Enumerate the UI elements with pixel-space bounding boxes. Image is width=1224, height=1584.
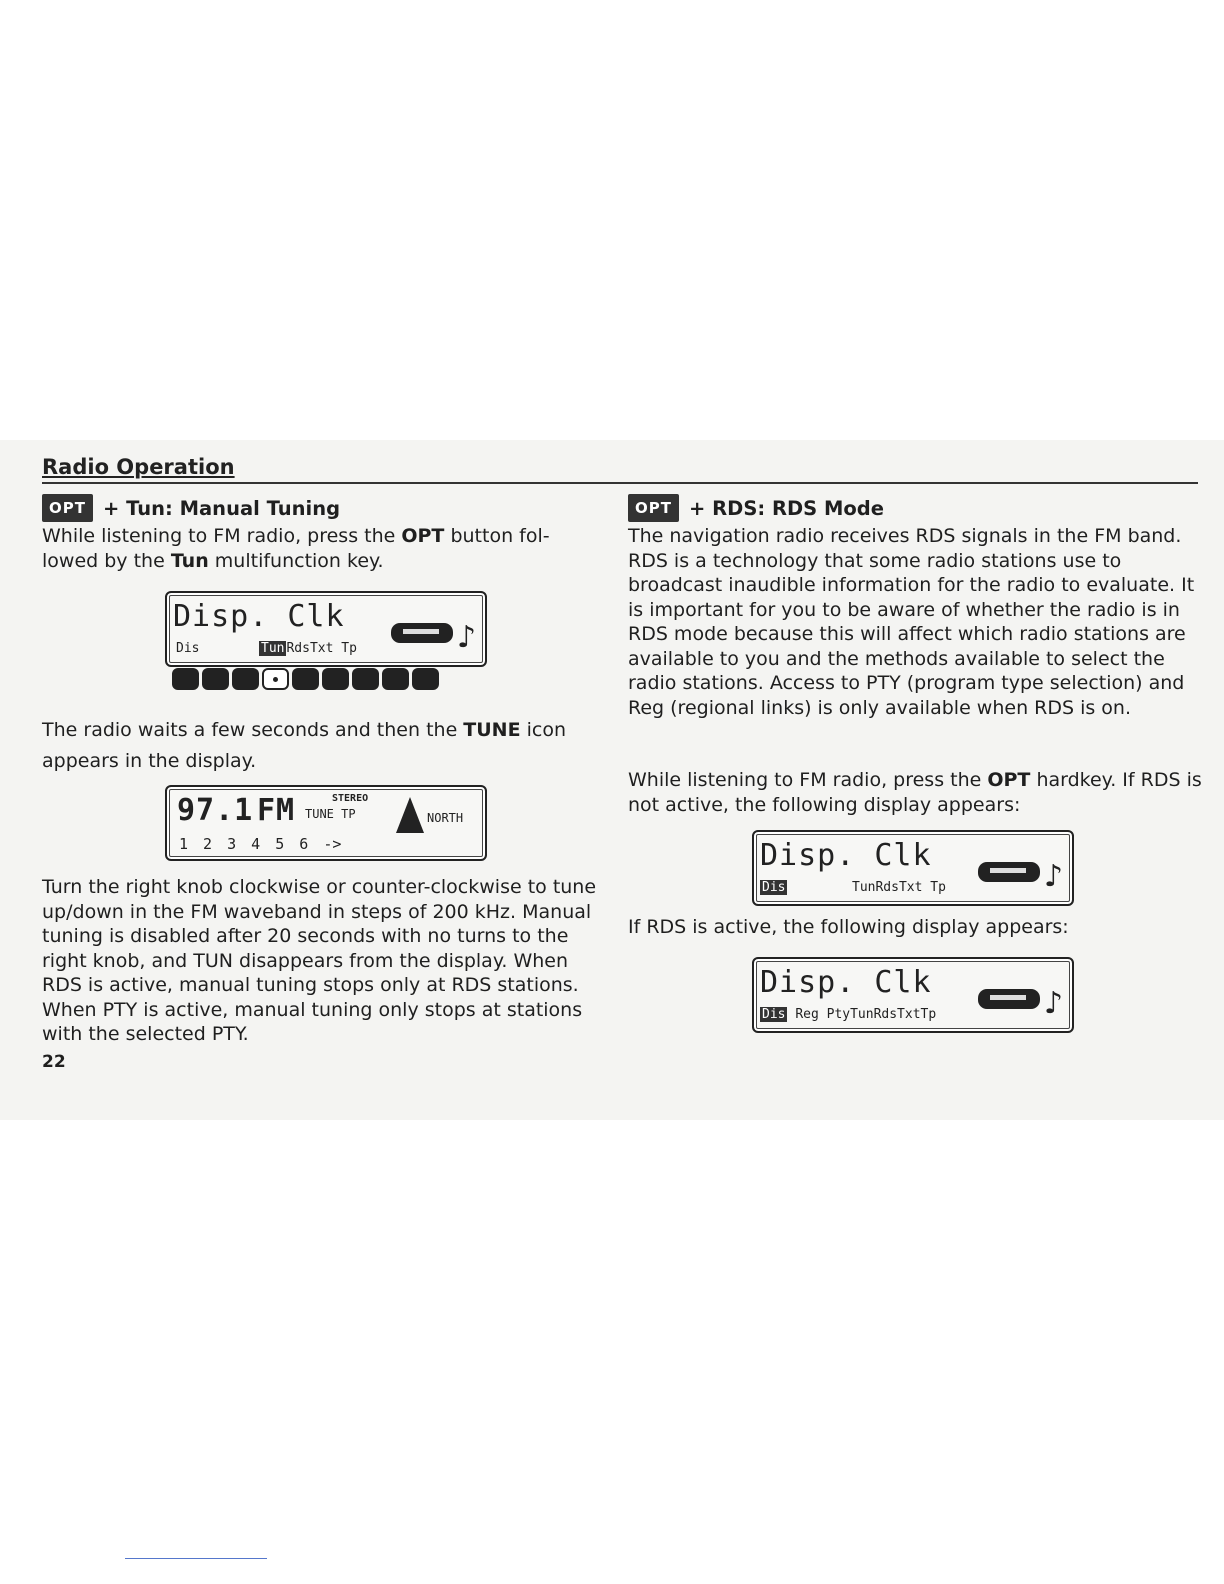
lcd-menu-items: TunRdsTxt Tp <box>852 880 946 895</box>
softkey[interactable] <box>382 668 409 690</box>
lcd-menu-rest: RdsTxt Tp <box>286 641 357 656</box>
lcd-menu-dis-selected: Dis <box>762 1007 786 1022</box>
radio-music-icon <box>976 977 1064 1021</box>
lcd-menu-items <box>760 1007 936 1022</box>
lcd-menu-dis: Dis <box>176 641 200 656</box>
lcd-main-text: Disp. Clk <box>760 965 932 1000</box>
lcd-display-tune <box>165 785 487 861</box>
page-number: 22 <box>42 1052 66 1072</box>
left-para-2: The radio waits a few seconds and then the TUNE icon appears in the display. <box>42 719 567 772</box>
svg-text:♪: ♪ <box>1044 986 1064 1021</box>
softkey[interactable] <box>292 668 319 690</box>
lcd-main-text: Disp. Clk <box>173 599 345 634</box>
right-para-1: The navigation radio receives RDS signals in the FM band. RDS is a technology that some radio stations use to broadcast inaudible information for the radio to evaluate. It is important for you to be aware of whether the radio is in RDS mode because this will affect which radio stations are available to you and the methods available to select the radio stations. Access to PTY (program type selection) and Reg (regional links) is only available when RDS is on. <box>628 525 1195 719</box>
radio-music-icon <box>389 611 477 655</box>
softkey[interactable] <box>352 668 379 690</box>
lcd-presets: 1 2 3 4 5 6 -> <box>179 835 342 853</box>
lcd-tune-tp: TUNE TP <box>305 807 356 821</box>
left-heading <box>42 494 340 522</box>
right-heading <box>628 494 884 522</box>
lcd-menu-items <box>259 641 357 656</box>
right-para-3: If RDS is active, the following display appears: <box>628 916 1069 938</box>
svg-text:♪: ♪ <box>457 620 477 655</box>
opt-badge: OPT <box>42 494 93 522</box>
lcd-frequency: 97.1 <box>177 793 254 828</box>
softkey[interactable] <box>232 668 259 690</box>
left-heading-text: + Tun: Manual Tuning <box>102 496 341 520</box>
section-title: Radio Operation <box>42 455 235 479</box>
softkey[interactable] <box>322 668 349 690</box>
softkey-row <box>172 668 439 690</box>
footer-rule <box>125 1558 267 1559</box>
lcd-display-rds-on <box>752 957 1074 1033</box>
lcd-menu-rest: Reg PtyTunRdsTxtTp <box>795 1007 937 1022</box>
title-rule <box>42 482 1198 484</box>
lcd-north: NORTH <box>427 811 464 825</box>
lcd-menu-tun-selected: Tun <box>261 641 285 656</box>
radio-music-icon <box>976 850 1064 894</box>
lcd-display-rds-off <box>752 830 1074 906</box>
right-para-2: While listening to FM radio, press the OPT hardkey. If RDS is not active, the following display appears: <box>628 769 1202 816</box>
svg-text:♪: ♪ <box>1044 859 1064 894</box>
lcd-menu-dis-selected: Dis <box>762 880 786 895</box>
left-para-3: Turn the right knob clockwise or counter-clockwise to tune up/down in the FM waveband in steps of 200 kHz. Manual tuning is disabled after 20 seconds with no turns to the right knob, and TUN disappears from the display. When RDS is active, manual tuning stops only at RDS stations. When PTY is active, manual tuning only stops at stations with the selected PTY. <box>42 876 597 1045</box>
lcd-display-tun-menu <box>165 591 487 667</box>
opt-badge: OPT <box>628 494 679 522</box>
softkey[interactable] <box>172 668 199 690</box>
right-heading-text: + RDS: RDS Mode <box>688 496 884 520</box>
lcd-stereo: STEREO <box>332 793 369 804</box>
lcd-main-text: Disp. Clk <box>760 838 932 873</box>
lcd-band: FM <box>257 793 296 828</box>
softkey-tun-pressed[interactable] <box>262 668 289 690</box>
softkey[interactable] <box>412 668 439 690</box>
left-para-1: While listening to FM radio, press the OPT button fol-lowed by the Tun multifunction key. <box>42 525 550 572</box>
softkey[interactable] <box>202 668 229 690</box>
north-arrow-icon <box>392 795 428 835</box>
